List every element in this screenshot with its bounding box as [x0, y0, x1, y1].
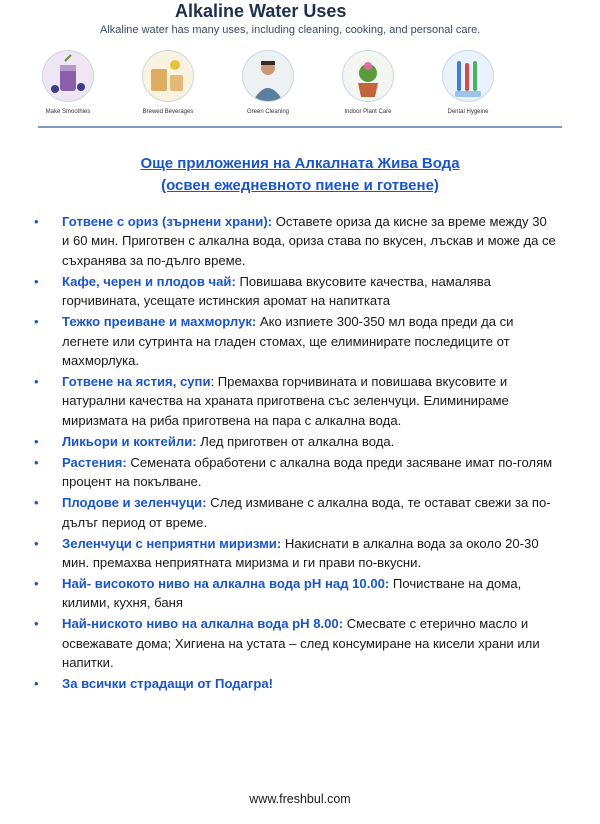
- list-item: [34, 272, 557, 311]
- icon-caption: Brewed Beverages: [142, 109, 194, 115]
- icon-caption: Dental Hygeine: [447, 109, 489, 115]
- bullet-icon: •: [34, 495, 39, 511]
- icon-card-plant: [335, 50, 401, 115]
- icon-card-dental: [435, 50, 501, 115]
- item-text: Накиснати в алкална вода за около 20-30 мин. премахва неприятната миризма и ги прави по-вкусни.: [62, 535, 539, 571]
- list-item: [34, 493, 557, 532]
- icon-row: [35, 50, 505, 120]
- potted-plant-icon: [342, 50, 394, 102]
- bullet-icon: •: [34, 616, 39, 632]
- icon-card-smoothies: [35, 50, 101, 115]
- icon-card-cleaning: [235, 50, 301, 115]
- bullet-icon: •: [34, 454, 39, 470]
- item-heading: Готвене с ориз (зърнени храни):: [62, 214, 273, 229]
- bullet-icon: •: [34, 535, 39, 551]
- item-text: : Премахва горчивината и повишава вкусовите и натурални качества на храната приготвена със зеленчуци. Елиминираме миризмата на риба приготвена на пара с алкална вода.: [62, 374, 509, 428]
- list-item: [34, 453, 557, 492]
- item-heading: Кафе, черен и плодов чай:: [62, 273, 236, 289]
- toothbrush-icon: [442, 50, 494, 102]
- item-heading: Най-ниското ниво на алкална вода pH 8.00:: [62, 616, 344, 632]
- item-heading: Плодове и зеленчуци:: [62, 495, 207, 511]
- bullet-icon: •: [34, 433, 39, 449]
- list-item: [34, 432, 557, 451]
- tea-pitcher-icon: [142, 50, 194, 102]
- banner-subtitle: Alkaline water has many uses, including cleaning, cooking, and personal care.: [100, 24, 481, 36]
- bullet-icon: •: [34, 374, 39, 390]
- page-subtitle: (освен ежедневното пиене и готвене): [161, 177, 439, 194]
- item-heading: Ликьори и коктейли:: [62, 433, 197, 449]
- uses-list: [34, 212, 557, 695]
- page-title: Още приложения на Алкалната Жива Вода: [140, 155, 460, 172]
- item-text: След измиване с алкална вода, те остават свежи за по-дълъг период от време.: [62, 495, 551, 530]
- icon-caption: Indoor Plant Care: [344, 109, 392, 115]
- list-item: [34, 674, 557, 693]
- item-text: Повишава вкусовите качества, намалява горчивината, усещате истинския аромат на напитката: [62, 273, 491, 309]
- cleaning-person-icon: [242, 50, 294, 102]
- item-text: Оставете ориза да кисне за време между 30 и 60 мин. Приготвен с алкална вода, ориза става по вкусен, лъскав и може да се съхранява за по-дълго време.: [62, 214, 556, 268]
- icon-caption: Green Cleaning: [246, 109, 290, 115]
- footer-website: www.freshbul.com: [249, 792, 351, 806]
- list-item: [34, 212, 557, 270]
- item-text: Почистване на дома, килими, кухня, баня: [62, 576, 522, 611]
- item-text: Семената обработени с алкална вода преди засяване имат по-голям процент на покълване.: [62, 454, 553, 490]
- list-item: [34, 574, 557, 613]
- item-text: Смесвате с етерично масло и освежавате дома; Хигиена на устата – след консумиране на кисели храни или напитки.: [62, 616, 540, 671]
- list-item: [34, 614, 557, 672]
- item-text: Ако изпиете 300-350 мл вода преди да си легнете или сутринта на гладен стомах, ще елиминирате последиците от махморлука.: [62, 314, 514, 369]
- bullet-icon: •: [34, 676, 39, 692]
- bullet-icon: •: [34, 314, 39, 330]
- item-heading: Готвене на ястия, супи: [62, 374, 211, 390]
- list-item: [34, 312, 557, 370]
- header-banner: [0, 0, 600, 128]
- header-divider: [38, 126, 562, 128]
- item-heading: За всички страдащи от Подагра!: [62, 676, 273, 692]
- bullet-icon: •: [34, 576, 39, 592]
- list-item: [34, 534, 557, 573]
- item-heading: Най- високото ниво на алкална вода pH над 10.00:: [62, 576, 390, 592]
- smoothie-icon: [42, 50, 94, 102]
- bullet-icon: •: [34, 214, 39, 229]
- icon-caption: Make Smoothies: [45, 109, 91, 115]
- icon-card-beverages: [135, 50, 201, 115]
- banner-title: Alkaline Water Uses: [175, 1, 347, 21]
- item-heading: Зеленчуци с неприятни миризми:: [62, 535, 282, 551]
- item-heading: Растения:: [62, 454, 127, 470]
- item-text: Лед приготвен от алкална вода.: [196, 433, 395, 449]
- item-heading: Тежко преиване и махморлук:: [62, 314, 257, 330]
- list-item: [34, 372, 557, 430]
- bullet-icon: •: [34, 273, 39, 289]
